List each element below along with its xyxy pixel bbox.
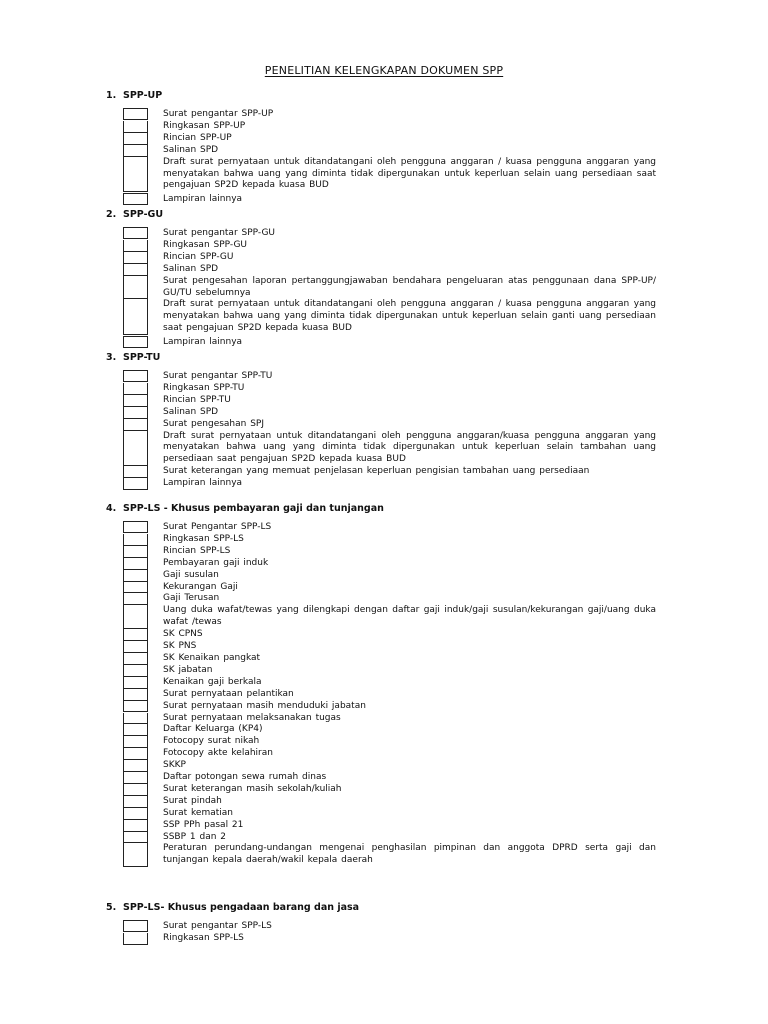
checkbox[interactable]	[123, 808, 148, 820]
checklist-item-label: Surat pengantar SPP-GU	[163, 228, 276, 238]
section-number: 2.	[106, 209, 117, 220]
checklist-item	[106, 689, 656, 701]
section-heading	[106, 90, 656, 102]
checklist-item	[106, 466, 656, 478]
checkbox[interactable]	[123, 582, 148, 594]
checkbox[interactable]	[123, 336, 148, 348]
checklist-item-label: Rincian SPP-UP	[163, 132, 232, 143]
checklist-item	[106, 772, 656, 784]
checklist-items	[106, 371, 656, 490]
checklist-item	[106, 796, 656, 808]
checklist-item-label: Daftar potongan sewa rumah dinas	[163, 772, 327, 783]
checklist-items	[106, 109, 656, 206]
section-heading	[106, 902, 656, 914]
checklist-item	[106, 677, 656, 689]
checklist-item	[106, 431, 656, 467]
checklist-item-label: Peraturan perundang-undangan mengenai penghasilan pimpinan dan anggota DPRD serta gaji dan tunjangan kepala daerah/wakil kepala daerah	[163, 843, 656, 866]
checkbox[interactable]	[123, 157, 148, 193]
checklist-item	[106, 546, 656, 558]
checklist-item	[106, 701, 656, 713]
checklist-item-label: SSBP 1 dan 2	[163, 831, 226, 842]
checklist-item	[106, 194, 656, 206]
checkbox[interactable]	[123, 108, 148, 120]
checkbox[interactable]	[123, 227, 148, 239]
checkbox[interactable]	[123, 629, 148, 641]
checklist-item-label: SSP PPh pasal 21	[163, 819, 244, 830]
checklist-item	[106, 582, 656, 594]
checkbox[interactable]	[123, 772, 148, 784]
checklist-item	[106, 133, 656, 145]
checklist-item-label: Pembayaran gaji induk	[163, 557, 269, 568]
checklist-item	[106, 228, 656, 240]
checkbox[interactable]	[123, 653, 148, 665]
checkbox[interactable]	[123, 264, 148, 276]
checklist-item-label: Fotocopy surat nikah	[163, 736, 260, 747]
checklist-item	[106, 832, 656, 844]
checkbox[interactable]	[123, 121, 148, 133]
checklist-item-label: Ringkasan SPP-GU	[163, 239, 248, 250]
checklist-item	[106, 558, 656, 570]
section-heading	[106, 209, 656, 221]
checklist-item	[106, 478, 656, 490]
checkbox[interactable]	[123, 701, 148, 713]
checklist-item	[106, 736, 656, 748]
section-4	[106, 503, 656, 867]
checklist-item-label: SK CPNS	[163, 629, 203, 640]
checklist-item	[106, 665, 656, 677]
checklist-item-label: Rincian SPP-TU	[163, 394, 231, 405]
checklist-item	[106, 629, 656, 641]
checklist-item	[106, 713, 656, 725]
checklist-item	[106, 276, 656, 300]
checklist-item	[106, 121, 656, 133]
checkbox[interactable]	[123, 760, 148, 772]
checklist-item-label: Draft surat pernyataan untuk ditandatangani oleh pengguna anggaran / kuasa pengguna anggaran yang menyatakan bahwa uang yang diminta tidak dipergunakan untuk keperluan selain uang persediaan saat pengajuan SP2D kepada kuasa BUD	[163, 156, 656, 191]
section-2	[106, 209, 656, 349]
section-5	[106, 902, 656, 945]
checklist-items	[106, 522, 656, 867]
checkbox[interactable]	[123, 419, 148, 431]
section-3	[106, 352, 656, 490]
checkbox[interactable]	[123, 431, 148, 467]
checklist-item-label: SK Kenaikan pangkat	[163, 652, 261, 663]
checklist-item-label: Ringkasan SPP-TU	[163, 382, 245, 393]
checklist-item-label: Surat pengesahan SPJ	[163, 418, 265, 429]
section-number: 1.	[106, 90, 117, 101]
checklist-item	[106, 299, 656, 335]
checklist-item-label: Surat pengesahan laporan pertanggungjawaban bendahara pengeluaran atas penggunaan dana SPP-UP/ GU/TU sebelumnya	[163, 275, 656, 298]
checkbox[interactable]	[123, 689, 148, 701]
section-number: 3.	[106, 352, 117, 363]
checkbox[interactable]	[123, 133, 148, 145]
checklist-item-label: SK jabatan	[163, 664, 213, 675]
checklist-item	[106, 407, 656, 419]
checklist-item-label: Draft surat pernyataan untuk ditandatangani oleh pengguna anggaran/kuasa pengguna anggaran yang menyatakan bahwa uang yang diminta tidak dipergunakan untuk keperluan selain tambahan uang persediaan saat pengajuan SP2D kepada kuasa BUD	[163, 430, 656, 465]
checkbox[interactable]	[123, 736, 148, 748]
checklist-item	[106, 784, 656, 796]
checkbox[interactable]	[123, 593, 148, 605]
checkbox[interactable]	[123, 534, 148, 546]
checklist-items	[106, 921, 656, 945]
checklist-item-label: Surat pindah	[163, 795, 222, 806]
checklist-item	[106, 395, 656, 407]
section-number: 5.	[106, 902, 117, 913]
checkbox[interactable]	[123, 252, 148, 264]
checklist-item	[106, 933, 656, 945]
checklist-item	[106, 522, 656, 534]
checkbox[interactable]	[123, 784, 148, 796]
checklist-item-label: SK PNS	[163, 641, 197, 652]
checklist-item	[106, 534, 656, 546]
section-heading	[106, 503, 656, 515]
checkbox[interactable]	[123, 820, 148, 832]
checkbox[interactable]	[123, 665, 148, 677]
checklist-item	[106, 724, 656, 736]
checklist-item-label: Surat pernyataan melaksanakan tugas	[163, 712, 341, 723]
checklist-item-label: SKKP	[163, 760, 186, 771]
checkbox[interactable]	[123, 240, 148, 252]
section-heading-text: SPP-TU	[123, 352, 161, 363]
checklist-item	[106, 337, 656, 349]
checklist-item	[106, 605, 656, 629]
checkbox[interactable]	[123, 677, 148, 689]
section-heading-text: SPP-LS- Khusus pengadaan barang dan jasa	[123, 902, 360, 913]
checklist-item-label: Rincian SPP-LS	[163, 545, 231, 556]
checkbox[interactable]	[123, 521, 148, 533]
checkbox[interactable]	[123, 724, 148, 736]
checklist-item	[106, 240, 656, 252]
checklist-item	[106, 808, 656, 820]
checkbox[interactable]	[123, 832, 148, 844]
checklist-item	[106, 820, 656, 832]
section-1	[106, 90, 656, 206]
checkbox[interactable]	[123, 383, 148, 395]
checkbox[interactable]	[123, 370, 148, 382]
section-number: 4.	[106, 503, 117, 514]
checklist-item-label: Kenaikan gaji berkala	[163, 676, 262, 687]
checklist-item-label: Salinan SPD	[163, 263, 219, 274]
checkbox[interactable]	[123, 920, 148, 932]
checkbox[interactable]	[123, 713, 148, 725]
checklist-item	[106, 570, 656, 582]
checkbox[interactable]	[123, 796, 148, 808]
checklist-item-label: Surat pengantar SPP-UP	[163, 109, 274, 119]
checklist-item-label: Lampiran lainnya	[163, 337, 243, 348]
checklist-item-label: Salinan SPD	[163, 144, 219, 155]
checkbox[interactable]	[123, 748, 148, 760]
checklist-item	[106, 760, 656, 772]
checkbox[interactable]	[123, 299, 148, 335]
section-heading-text: SPP-LS - Khusus pembayaran gaji dan tunjangan	[123, 503, 384, 514]
section-heading	[106, 352, 656, 364]
page-title: PENELITIAN KELENGKAPAN DOKUMEN SPP	[264, 64, 504, 77]
checklist-item	[106, 921, 656, 933]
checklist-items	[106, 228, 656, 349]
checkbox[interactable]	[123, 570, 148, 582]
checklist-item-label: Fotocopy akte kelahiran	[163, 748, 273, 759]
checkbox[interactable]	[123, 145, 148, 157]
checklist-item-label: Gaji susulan	[163, 569, 219, 580]
checklist-item-label: Ringkasan SPP-UP	[163, 120, 246, 131]
checkbox[interactable]	[123, 843, 148, 867]
checkbox[interactable]	[123, 933, 148, 945]
checklist-item-label: Surat Pengantar SPP-LS	[163, 522, 272, 532]
checklist-item	[106, 145, 656, 157]
checklist-item-label: Lampiran lainnya	[163, 194, 243, 205]
checklist-item	[106, 252, 656, 264]
checklist-item	[106, 371, 656, 383]
checklist-item-label: Surat pernyataan masih menduduki jabatan	[163, 700, 366, 711]
checklist-item-label: Lampiran lainnya	[163, 478, 243, 489]
checklist-item	[106, 383, 656, 395]
checklist-item-label: Surat pengantar SPP-TU	[163, 371, 273, 381]
checklist-item	[106, 748, 656, 760]
checklist-item	[106, 264, 656, 276]
checkbox[interactable]	[123, 193, 148, 205]
checklist-item-label: Salinan SPD	[163, 406, 219, 417]
checkbox[interactable]	[123, 546, 148, 558]
checklist-item-label: Gaji Terusan	[163, 593, 220, 604]
checkbox[interactable]	[123, 466, 148, 478]
checkbox[interactable]	[123, 395, 148, 407]
checklist-item-label: Rincian SPP-GU	[163, 251, 234, 262]
checklist-item-label: Draft surat pernyataan untuk ditandatangani oleh pengguna anggaran / kuasa pengguna anggaran yang menyatakan bahwa uang yang diminta tidak dipergunakan untuk keperluan selain ganti uang persediaan saat pengajuan SP2D kepada kuasa BUD	[163, 299, 656, 334]
checkbox[interactable]	[123, 276, 148, 300]
checklist-item	[106, 109, 656, 121]
checklist-item	[106, 157, 656, 193]
checklist-item	[106, 593, 656, 605]
checklist-item-label: Ringkasan SPP-LS	[163, 932, 244, 943]
checklist-item-label: Ringkasan SPP-LS	[163, 533, 244, 544]
section-heading-text: SPP-GU	[123, 209, 164, 220]
checklist-item	[106, 419, 656, 431]
checkbox[interactable]	[123, 605, 148, 629]
checklist-item	[106, 653, 656, 665]
checkbox[interactable]	[123, 558, 148, 570]
checklist-item-label: Surat keterangan masih sekolah/kuliah	[163, 783, 342, 794]
checkbox[interactable]	[123, 478, 148, 490]
checklist-item-label: Uang duka wafat/tewas yang dilengkapi dengan daftar gaji induk/gaji susulan/kekurangan gaji/uang duka wafat /tewas	[163, 605, 656, 628]
checklist-item-label: Kekurangan Gaji	[163, 581, 238, 592]
checklist-item-label: Surat pengantar SPP-LS	[163, 921, 272, 931]
checklist-item-label: Surat kematian	[163, 807, 233, 818]
checklist-item-label: Daftar Keluarga (KP4)	[163, 724, 263, 735]
section-heading-text: SPP-UP	[123, 90, 163, 101]
checklist-item	[106, 641, 656, 653]
checklist-item	[106, 843, 656, 867]
checklist-item-label: Surat pernyataan pelantikan	[163, 688, 294, 699]
checkbox[interactable]	[123, 641, 148, 653]
checkbox[interactable]	[123, 407, 148, 419]
checklist-item-label: Surat keterangan yang memuat penjelasan keperluan pengisian tambahan uang persediaan	[163, 466, 590, 477]
